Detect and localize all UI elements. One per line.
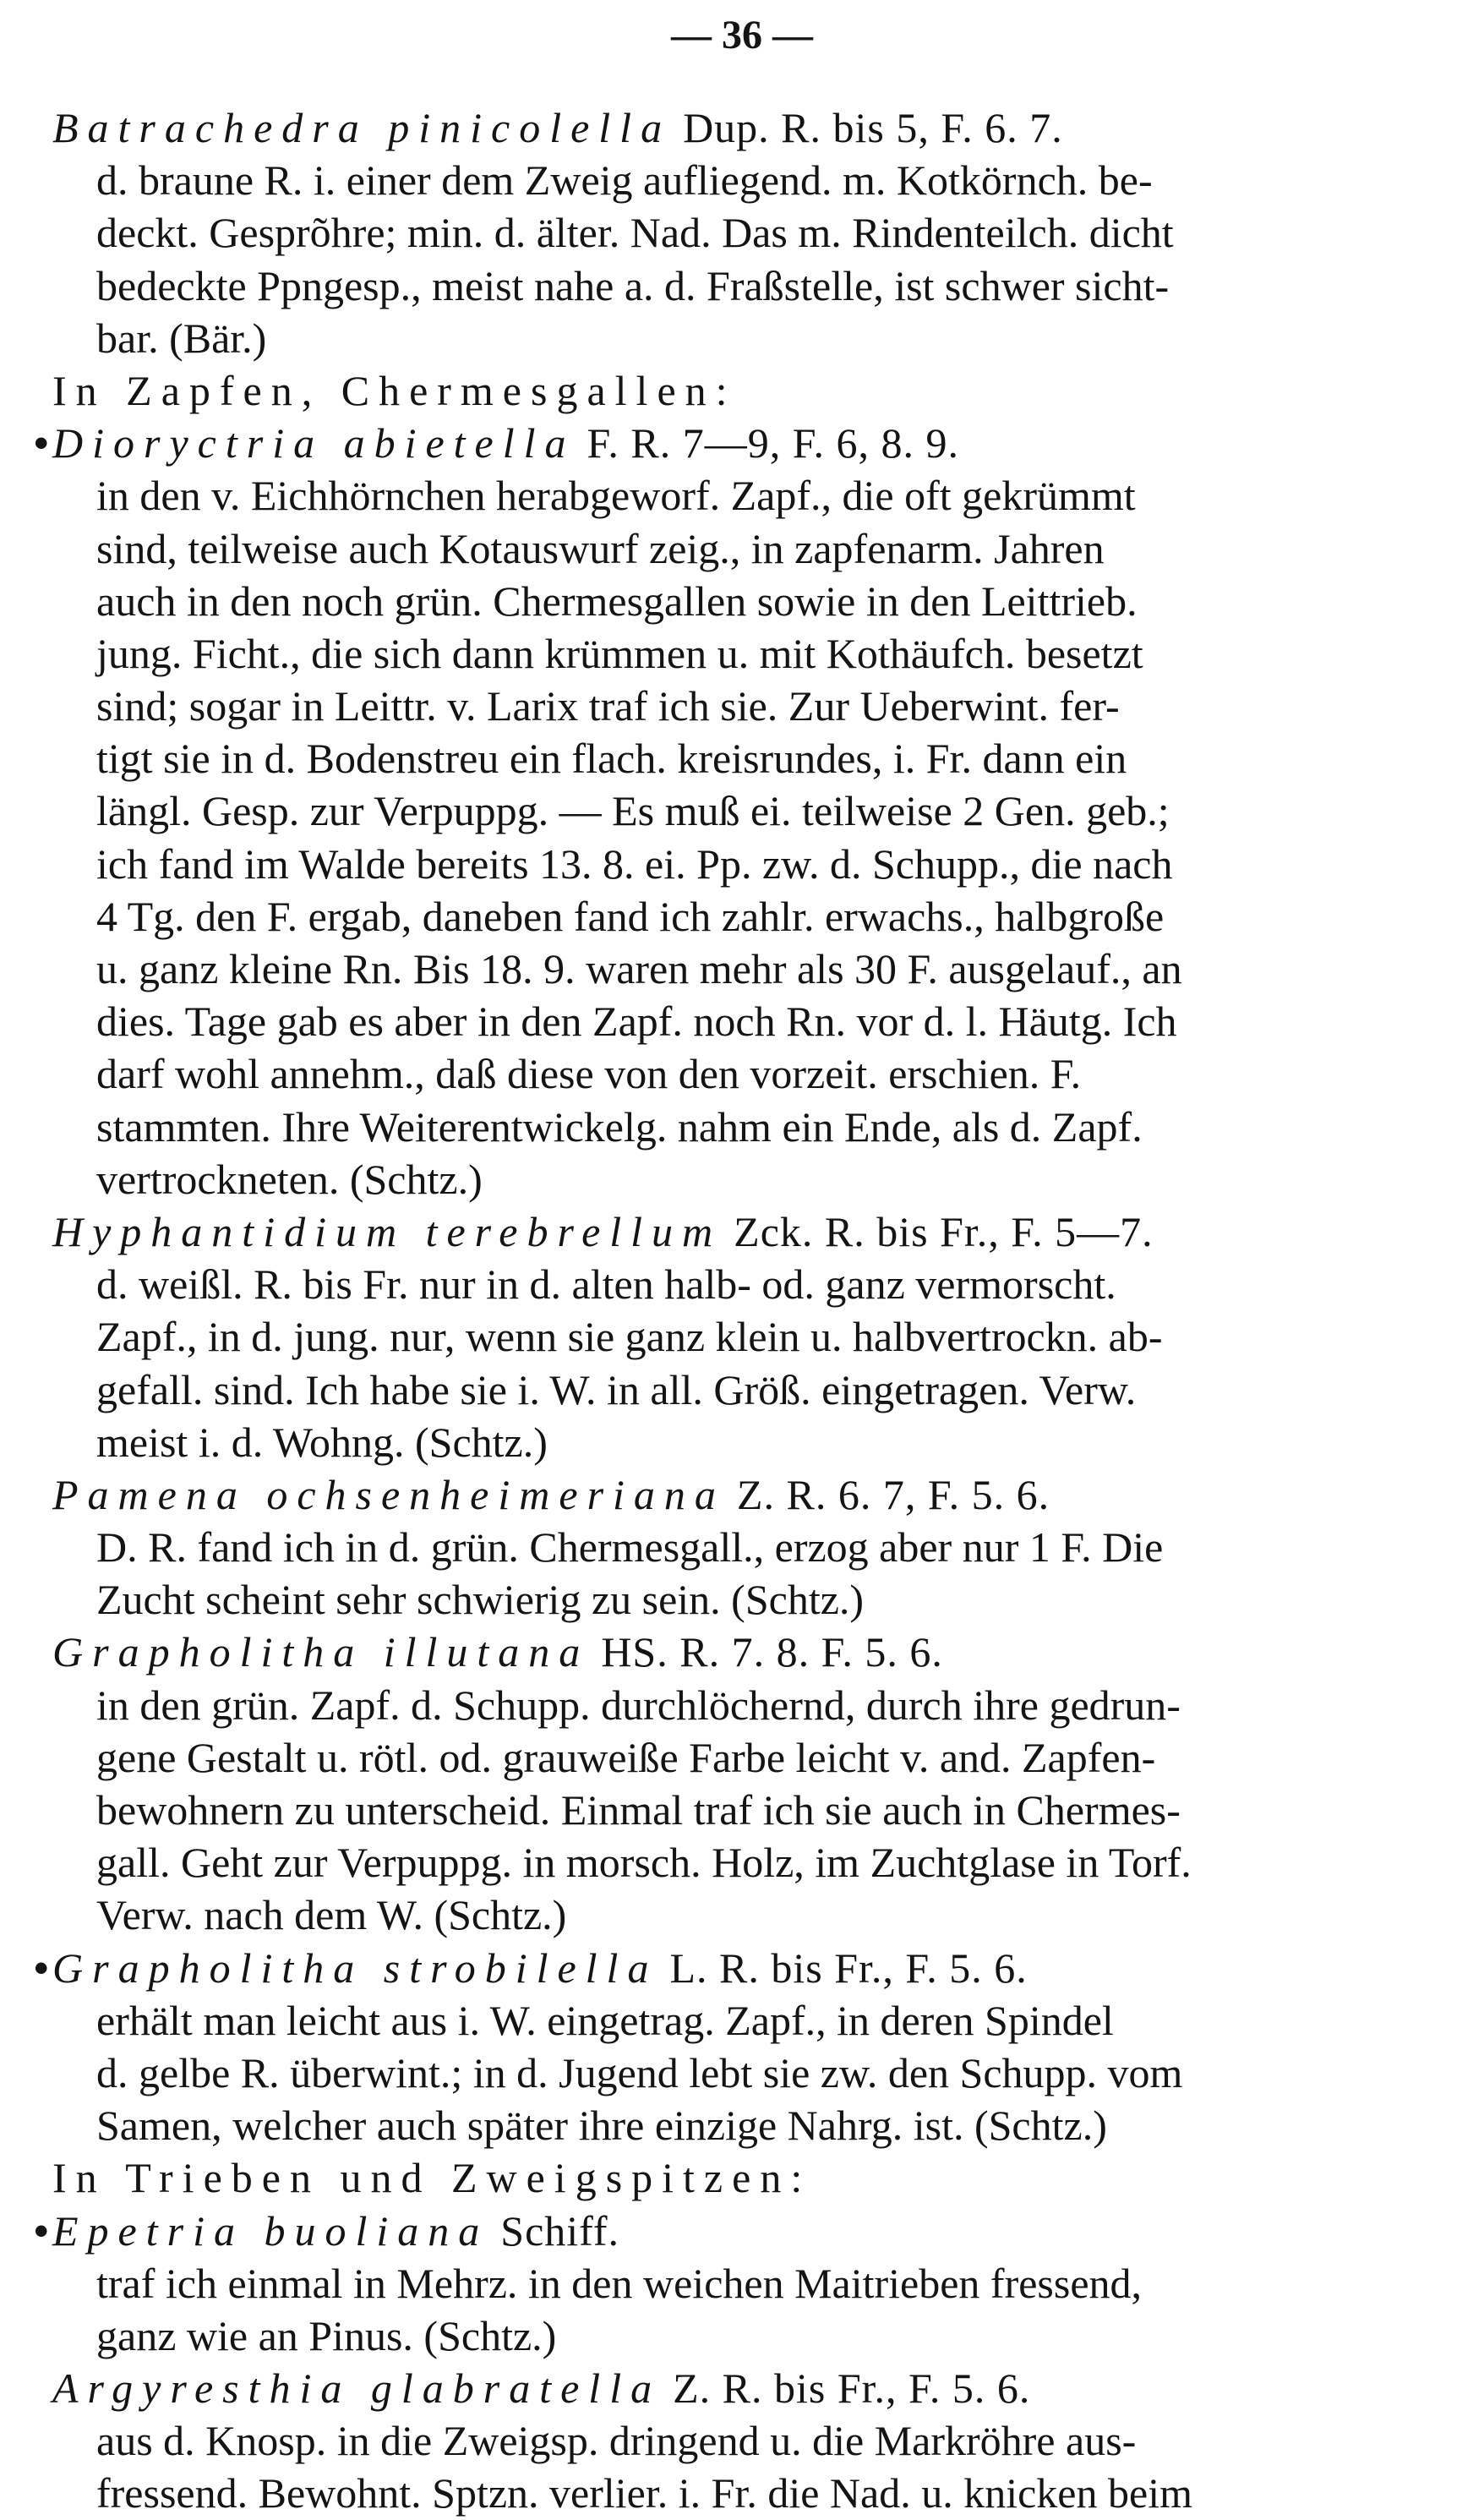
entry-text-line: dies. Tage gab es aber in den Zapf. noch Rn. vor d. l. Häutg. Ich [96, 998, 1177, 1046]
entry-text-line: d. braune R. i. einer dem Zweig aufliegend. m. Kotkörnch. be- [96, 156, 1153, 205]
species-author-data: HS. R. 7. 8. F. 5. 6. [601, 1628, 943, 1676]
species-author-data: F. R. 7—9, F. 6, 8. 9. [587, 419, 960, 467]
entry-text-line: ich fand im Walde bereits 13. 8. ei. Pp. zw. d. Schupp., die nach [96, 839, 1173, 888]
species-name: Hyphantidium terebrellum [52, 1207, 723, 1255]
species-name: Batrachedra pinicolella [52, 104, 672, 151]
entry-text-line: d. weißl. R. bis Fr. nur in d. alten halb- od. ganz vermorscht. [96, 1260, 1116, 1309]
species-name: Grapholitha illutana [52, 1628, 590, 1676]
entry-text-line: gene Gestalt u. rötl. od. grauweiße Farbe leicht v. and. Zapfen- [96, 1733, 1156, 1781]
entry-text-line: bewohnern zu unterscheid. Einmal traf ich sie auch in Chermes- [96, 1786, 1181, 1834]
entry-text-line: sind, teilweise auch Kotauswurf zeig., in zapfenarm. Jahren [96, 524, 1105, 572]
entry-text-line: in den v. Eichhörnchen herabgeworf. Zapf., die oft gekrümmt [96, 472, 1136, 520]
entry-text-line: darf wohl annehm., daß diese von den vorzeit. erschien. F. [96, 1050, 1082, 1098]
entry-text-line: Samen, welcher auch später ihre einzige Nahrg. ist. (Schtz.) [96, 2102, 1107, 2150]
page-number: — 36 — [671, 13, 813, 57]
text-column [34, 101, 1438, 2520]
entry-text-line: Verw. nach dem W. (Schtz.) [96, 1891, 567, 1939]
entry-text-line: stammten. Ihre Weiterentwickelg. nahm ein Ende, als d. Zapf. [96, 1102, 1143, 1151]
entry-text-line: 4 Tg. den F. ergab, daneben fand ich zahlr. erwachs., halbgroße [96, 892, 1165, 940]
entry-text-line: in den grün. Zapf. d. Schupp. durchlöchernd, durch ihre gedrun- [96, 1681, 1181, 1729]
entry-text-line: tigt sie in d. Bodenstreu ein flach. kreisrundes, i. Fr. dann ein [96, 735, 1127, 783]
species-name: Grapholitha strobilella [52, 1943, 658, 1992]
species-author-data: Dup. R. bis 5, F. 6. 7. [683, 104, 1063, 151]
species-entry-head: •Dioryctria abietella F. R. 7—9, F. 6, 8. 9. [34, 419, 960, 467]
entry-text-line: Zucht scheint sehr schwierig zu sein. (Schtz.) [96, 1576, 865, 1624]
entry-text-line: gefall. sind. Ich habe sie i. W. in all. Größ. eingetragen. Verw. [96, 1365, 1137, 1413]
species-entry-head [52, 1468, 1438, 1521]
section-heading: In Trieben und Zweigspitzen: [52, 2154, 812, 2202]
entry-text-line: gall. Geht zur Verpuppg. in morsch. Holz, im Zuchtglase in Torf. [96, 1839, 1192, 1887]
species-entry-head: •Epetria buoliana Schiff. [34, 2206, 620, 2255]
entry-text-line: vertrockneten. (Schtz.) [96, 1155, 483, 1203]
species-entry-head [52, 2362, 1438, 2414]
entry-text-line: ganz wie an Pinus. (Schtz.) [96, 2311, 557, 2359]
species-author-data: Z. R. 6. 7, F. 5. 6. [736, 1470, 1050, 1518]
entry-text-line: d. gelbe R. überwint.; in d. Jugend lebt sie zw. den Schupp. vom [96, 2048, 1183, 2096]
section-heading: In Zapfen, Chermesgallen: [52, 366, 737, 414]
entry-text-line: D. R. fand ich in d. grün. Chermesgall., erzog aber nur 1 F. Die [96, 1523, 1164, 1572]
species-entry-head [52, 1205, 1438, 1258]
species-author-data: L. R. bis Fr., F. 5. 6. [669, 1943, 1028, 1992]
species-entry-head [52, 1626, 1438, 1678]
entry-text-line: aus d. Knosp. in die Zweigsp. dringend u. die Markröhre aus- [96, 2417, 1137, 2465]
entry-text-line: bar. (Bär.) [96, 314, 267, 362]
species-entry-head [52, 101, 1438, 154]
entry-text-line: Zapf., in d. jung. nur, wenn sie ganz klein u. halbvertrockn. ab- [96, 1313, 1163, 1361]
species-author-data: Zck. R. bis Fr., F. 5—7. [734, 1207, 1154, 1255]
entry-text-line: sind; sogar in Leittr. v. Larix traf ich sie. Zur Ueberwint. fer- [96, 682, 1120, 730]
entry-text-line: meist i. d. Wohng. (Schtz.) [96, 1418, 548, 1466]
entry-text-line: u. ganz kleine Rn. Bis 18. 9. waren mehr als 30 F. ausgelauf., an [96, 945, 1182, 992]
entry-text-line: jung. Ficht., die sich dann krümmen u. mit Kothäufch. besetzt [96, 629, 1143, 677]
entry-text-line: deckt. Gesprõhre; min. d. älter. Nad. Das m. Rindenteilch. dicht [96, 209, 1174, 257]
species-name: Argyresthia glabratella [52, 2364, 662, 2413]
entry-text-line: fressend. Bewohnt. Sptzn. verlier. i. Fr. die Nad. u. knicken beim [96, 2469, 1192, 2517]
entry-text-line: bedeckte Ppngesp., meist nahe a. d. Fraßstelle, ist schwer sicht- [96, 261, 1170, 309]
species-entry-head: •Grapholitha strobilella L. R. bis Fr., F. 5. 6. [34, 1943, 1028, 1992]
species-author-data: Schiff. [500, 2206, 620, 2255]
entry-text-line: erhält man leicht aus i. W. eingetrag. Zapf., in deren Spindel [96, 1996, 1114, 2044]
species-name: Dioryctria abietella [52, 419, 576, 467]
species-name: Pamena ochsenheimeriana [52, 1470, 725, 1518]
entry-text-line: längl. Gesp. zur Verpuppg. — Es muß ei. teilweise 2 Gen. geb.; [96, 787, 1170, 835]
entry-text-line: traf ich einmal in Mehrz. in den weichen Maitrieben fressend, [96, 2259, 1143, 2307]
entry-text-line: auch in den noch grün. Chermesgallen sowie in den Leittrieb. [96, 577, 1138, 625]
species-author-data: Z. R. bis Fr., F. 5. 6. [673, 2364, 1031, 2413]
species-name: Epetria buoliana [52, 2206, 489, 2255]
